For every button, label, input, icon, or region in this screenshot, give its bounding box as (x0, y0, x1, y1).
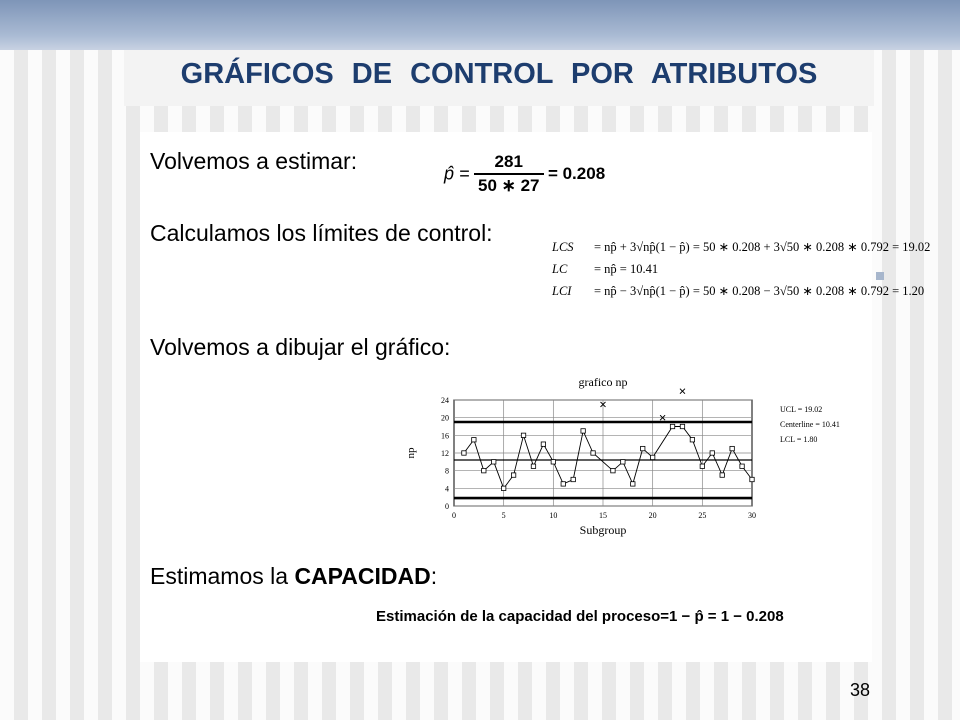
page-number: 38 (850, 680, 871, 700)
y-tick-label: 12 (441, 449, 449, 458)
capacity-bold: CAPACIDAD (294, 563, 431, 589)
header-band (0, 0, 960, 50)
x-tick-label: 15 (599, 511, 607, 520)
data-point (492, 460, 496, 464)
data-point (561, 482, 565, 486)
limit-label: LC (552, 262, 568, 276)
data-point (551, 460, 555, 464)
data-point (720, 473, 724, 477)
data-point (472, 438, 476, 442)
data-point (541, 442, 545, 446)
data-point (571, 477, 575, 481)
capacity-suffix: : (430, 563, 438, 589)
data-point (591, 451, 595, 455)
limit-row-lc (552, 258, 930, 280)
y-tick-label: 20 (441, 413, 449, 423)
data-point (581, 429, 585, 433)
data-point (710, 451, 714, 455)
p-hat-lhs: p̂ = (444, 163, 470, 184)
excluded-point (680, 389, 685, 394)
data-point (670, 424, 674, 428)
y-tick-label: 4 (445, 484, 449, 494)
limit-label: LCS (552, 240, 574, 254)
p-hat-fraction (474, 152, 544, 196)
y-tick-label: 16 (441, 431, 449, 441)
y-tick-label: 0 (445, 502, 449, 511)
data-point (650, 455, 654, 459)
p-hat-rhs: = 0.208 (547, 164, 606, 183)
x-tick-label: 10 (549, 511, 558, 520)
data-point (521, 433, 525, 437)
np-control-chart (400, 372, 840, 544)
limit-row-lci (552, 280, 930, 302)
legend-entry: UCL = 19.02 (780, 405, 823, 414)
redraw-line: Volvemos a dibujar el gráfico: (150, 334, 451, 360)
p-hat-formula (444, 152, 605, 196)
data-point (700, 464, 704, 468)
bullet-marker (876, 272, 884, 280)
y-tick-label: 8 (445, 466, 449, 476)
data-point (611, 468, 615, 472)
data-point (621, 460, 625, 464)
p-hat-numerator: 281 (474, 152, 544, 175)
x-tick-label: 20 (648, 511, 657, 520)
y-tick-label: 24 (441, 396, 449, 405)
limits-line: Calculamos los límites de control: (150, 220, 493, 246)
data-point (462, 451, 466, 455)
limit-expression: = np̂ − 3√np̂(1 − p̂) = 50 ∗ 0.208 − 3√50 ∗ 0.208 ∗ 0.792 = 1.20 (594, 284, 925, 298)
legend-entry: LCL = 1.80 (780, 435, 818, 444)
control-limits-formulas (552, 236, 930, 302)
limit-expression: = np̂ = 10.41 (594, 262, 659, 276)
x-tick-label: 25 (698, 511, 707, 520)
data-point (750, 477, 754, 481)
estimate-line: Volvemos a estimar: (150, 148, 358, 174)
data-point (690, 438, 694, 442)
limit-row-lcs (552, 236, 930, 258)
slide-title: GRÁFICOS DE CONTROL POR ATRIBUTOS (180, 58, 818, 90)
capacity-prefix: Estimamos la (150, 563, 295, 589)
data-point (511, 473, 515, 477)
capacity-line (150, 563, 437, 590)
limit-expression: = np̂ + 3√np̂(1 − p̂) = 50 ∗ 0.208 + 3√50 ∗ 0.208 ∗ 0.792 = 19.02 (594, 240, 931, 254)
chart-title: grafico np (578, 375, 628, 389)
data-point (680, 424, 684, 428)
x-axis-label: Subgroup (579, 523, 627, 537)
data-point (641, 446, 645, 450)
data-point (740, 464, 744, 468)
capacity-formula: Estimación de la capacidad del proceso=1 − p̂ = 1 − 0.208 (376, 608, 784, 625)
x-tick-label: 0 (452, 511, 456, 520)
data-point (501, 486, 505, 490)
data-point (730, 446, 734, 450)
data-point (631, 482, 635, 486)
y-axis-label: np (405, 447, 417, 459)
data-point (482, 468, 486, 472)
limit-label: LCI (552, 284, 572, 298)
data-point (531, 464, 535, 468)
x-tick-label: 5 (501, 511, 506, 520)
p-hat-denominator: 50 ∗ 27 (477, 176, 540, 195)
legend-entry: Centerline = 10.41 (780, 420, 840, 429)
x-tick-label: 30 (748, 511, 756, 520)
